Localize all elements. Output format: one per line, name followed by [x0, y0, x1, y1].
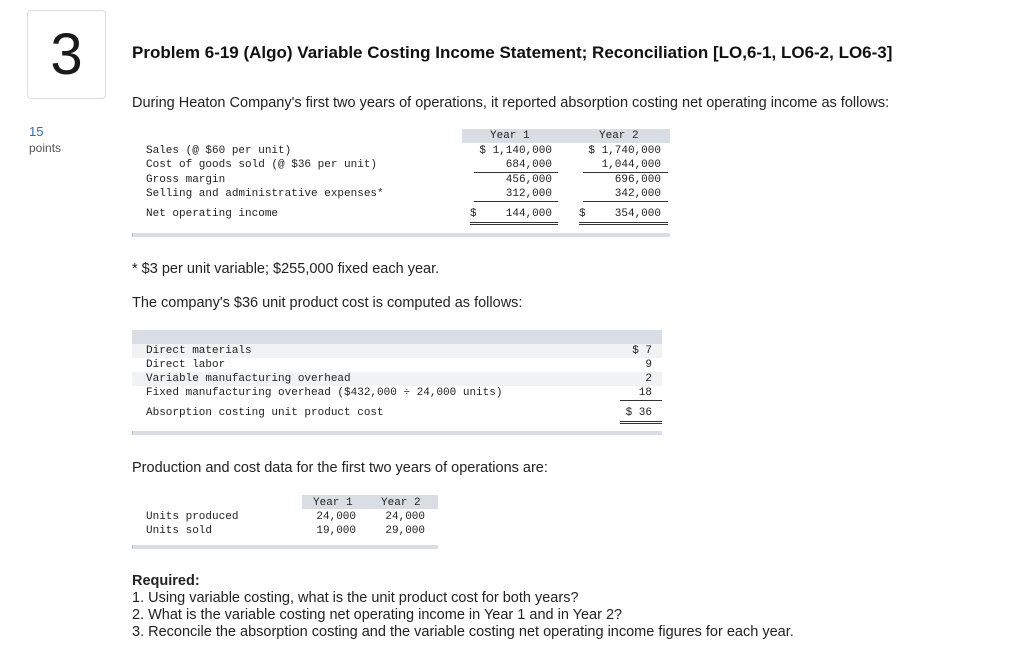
subtotal-underline — [583, 201, 668, 202]
year2-value: 24,000 — [385, 511, 425, 523]
table-header-band — [132, 330, 662, 344]
table-row — [132, 187, 670, 201]
row-label: Units produced — [146, 511, 239, 523]
row-label: Sales (@ $60 per unit) — [146, 145, 292, 157]
table-row — [132, 207, 670, 221]
year1-value: $ 1,140,000 — [479, 145, 552, 157]
question-number: 3 — [50, 21, 83, 87]
row-value: 18 — [638, 387, 652, 399]
row-label: Absorption costing unit product cost — [146, 407, 384, 419]
total-double-underline — [620, 421, 662, 424]
year2-currency: $ — [579, 208, 586, 220]
table-bottom-bar — [132, 431, 662, 435]
table-row — [132, 406, 662, 420]
production-intro: Production and cost data for the first two years of operations are: — [132, 460, 548, 476]
year1-value: 456,000 — [505, 174, 552, 186]
production-table — [132, 495, 438, 553]
question-number-box — [27, 10, 106, 99]
year2-value: 1,044,000 — [601, 159, 661, 171]
required-section — [132, 573, 794, 641]
unit-cost-table — [132, 330, 662, 440]
row-value: $ 36 — [625, 407, 652, 419]
year1-value: 684,000 — [505, 159, 552, 171]
points-value: 15 — [29, 124, 44, 139]
table-row — [132, 358, 662, 372]
table-row — [132, 386, 662, 400]
table-row — [132, 344, 662, 358]
table-row — [132, 372, 662, 386]
row-label: Direct materials — [146, 345, 252, 357]
problem-title: Problem 6-19 (Algo) Variable Costing Income Statement; Reconciliation [LO,6-1, LO6-2, LO6-3] — [132, 43, 893, 62]
row-label: Cost of goods sold (@ $36 per unit) — [146, 159, 378, 171]
total-double-underline — [470, 222, 558, 225]
row-label: Variable manufacturing overhead — [146, 373, 351, 385]
year1-currency: $ — [470, 208, 477, 220]
table-row — [132, 144, 670, 158]
row-label: Net operating income — [146, 208, 279, 220]
required-item-3: 3. Reconcile the absorption costing and the variable costing net operating income figures for each year. — [132, 624, 794, 640]
row-value: 9 — [645, 359, 652, 371]
column-header-year1: Year 1 — [313, 497, 353, 509]
year1-value: 312,000 — [505, 188, 552, 200]
column-header-year2: Year 2 — [381, 497, 421, 509]
subtotal-underline — [620, 400, 662, 401]
row-label: Fixed manufacturing overhead ($432,000 ÷ 24,000 units) — [146, 387, 503, 399]
footnote: * $3 per unit variable; $255,000 fixed each year. — [132, 261, 440, 277]
intro-paragraph: During Heaton Company's first two years of operations, it reported absorption costing net operating income as follows: — [132, 95, 890, 111]
row-label: Selling and administrative expenses* — [146, 188, 384, 200]
table-row — [132, 158, 670, 172]
table-row — [132, 510, 438, 524]
table-row — [132, 524, 438, 538]
required-item-1: 1. Using variable costing, what is the unit product cost for both years? — [132, 590, 579, 606]
table-bottom-bar — [132, 233, 670, 237]
table-header-row — [132, 496, 438, 510]
income-statement-table — [132, 129, 670, 239]
year1-value: 144,000 — [505, 208, 552, 220]
row-value: 2 — [645, 373, 652, 385]
required-item-2: 2. What is the variable costing net operating income in Year 1 and in Year 2? — [132, 607, 623, 623]
row-label: Gross margin — [146, 174, 226, 186]
row-value: $ 7 — [632, 345, 652, 357]
year2-value: $ 1,740,000 — [588, 145, 661, 157]
column-header-year1: Year 1 — [490, 130, 530, 142]
required-heading: Required: — [132, 573, 200, 589]
year1-value: 19,000 — [316, 525, 356, 537]
year1-value: 24,000 — [316, 511, 356, 523]
table-bottom-bar — [132, 545, 438, 549]
points-label: points — [29, 141, 62, 155]
column-header-year2: Year 2 — [599, 130, 639, 142]
table-row — [132, 173, 670, 187]
year2-value: 342,000 — [614, 188, 661, 200]
subtotal-underline — [474, 201, 558, 202]
row-label: Direct labor — [146, 359, 226, 371]
points-indicator — [29, 124, 61, 156]
total-double-underline — [579, 222, 668, 225]
year2-value: 354,000 — [614, 208, 661, 220]
year2-value: 29,000 — [385, 525, 425, 537]
unit-cost-intro: The company's $36 unit product cost is computed as follows: — [132, 295, 523, 311]
table-header-row — [132, 129, 670, 143]
year2-value: 696,000 — [614, 174, 661, 186]
row-label: Units sold — [146, 525, 213, 537]
